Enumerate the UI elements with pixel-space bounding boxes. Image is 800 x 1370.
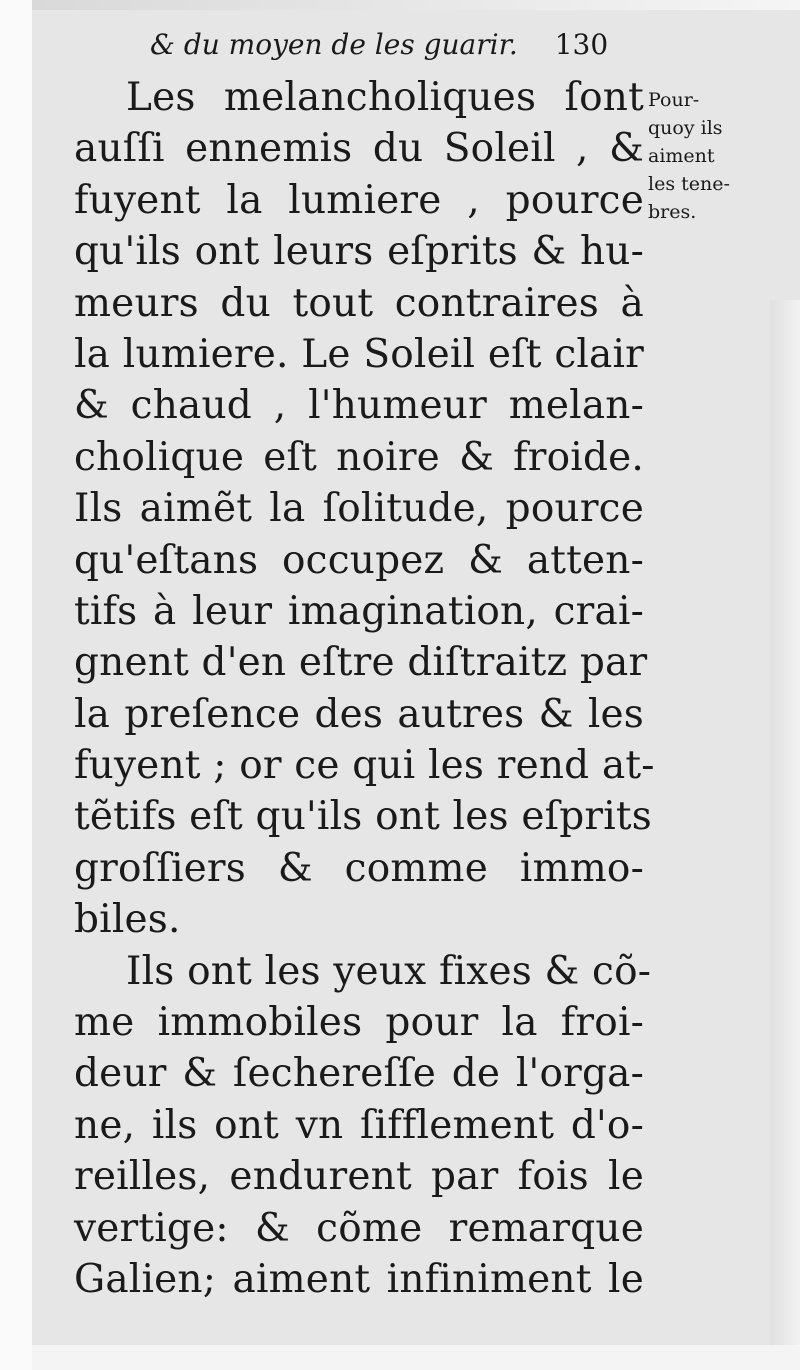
page-right-edge xyxy=(770,300,800,1370)
text-line: biles. xyxy=(74,897,181,943)
text-line: meurs du tout contraires à xyxy=(74,280,644,326)
text-line: tifs à leur imagination, crai- xyxy=(74,588,644,634)
marginal-note-line: quoy ils xyxy=(648,117,723,139)
text-line: Les melancholiques ſont xyxy=(126,75,644,120)
text-line: ne, ils ont vn ſifflement d'o- xyxy=(74,1102,644,1148)
marginal-note-line: bres. xyxy=(648,201,697,223)
text-line: me immobiles pour la froi- xyxy=(74,1000,644,1046)
text-line: Galien; aiment infiniment le xyxy=(74,1256,644,1302)
text-line: reilles, endurent par fois le xyxy=(74,1154,644,1200)
page-left-edge xyxy=(0,0,32,1370)
text-line: qu'eſtans occupez & atten- xyxy=(74,537,644,583)
main-text xyxy=(74,72,655,1305)
text-line: groſſiers & comme immo- xyxy=(74,845,644,891)
marginal-note-line: les tene- xyxy=(648,173,730,195)
running-header xyxy=(150,20,650,70)
text-line: vertige: & cõme remarque xyxy=(74,1205,644,1251)
text-line: tẽtifs eſt qu'ils ont les eſprits xyxy=(74,794,653,840)
marginal-note-line: aiment xyxy=(648,145,715,167)
page-number: 130 xyxy=(554,28,609,61)
marginal-note xyxy=(648,86,776,226)
text-line: fuyent ; or ce qui les rend at- xyxy=(74,743,655,789)
text-line: la lumiere. Le Soleil eſt clair xyxy=(74,331,644,377)
text-line: cholique eſt noire & froide. xyxy=(74,434,644,480)
text-line: Ils ont les yeux fixes & cõ- xyxy=(126,948,652,994)
text-line: Ils aimẽt la ſolitude, pource xyxy=(74,486,644,532)
text-line: fuyent la lumiere , pource xyxy=(74,177,644,223)
text-line: auſſi ennemis du Soleil , & xyxy=(74,126,644,172)
running-title: & du moyen de les guarir. xyxy=(150,28,518,61)
text-line: deur & ſechereſſe de l'orga- xyxy=(74,1051,644,1097)
text-line: gnent d'en eſtre diſtraitz par xyxy=(74,640,648,686)
page-bottom-edge xyxy=(32,1345,800,1370)
text-line: & chaud , l'humeur melan- xyxy=(74,383,644,429)
page-top-edge xyxy=(32,0,800,10)
text-line: la preſence des autres & les xyxy=(74,691,644,737)
marginal-note-line: Pour- xyxy=(648,89,700,111)
text-line: qu'ils ont leurs eſprits & hu- xyxy=(74,229,644,275)
